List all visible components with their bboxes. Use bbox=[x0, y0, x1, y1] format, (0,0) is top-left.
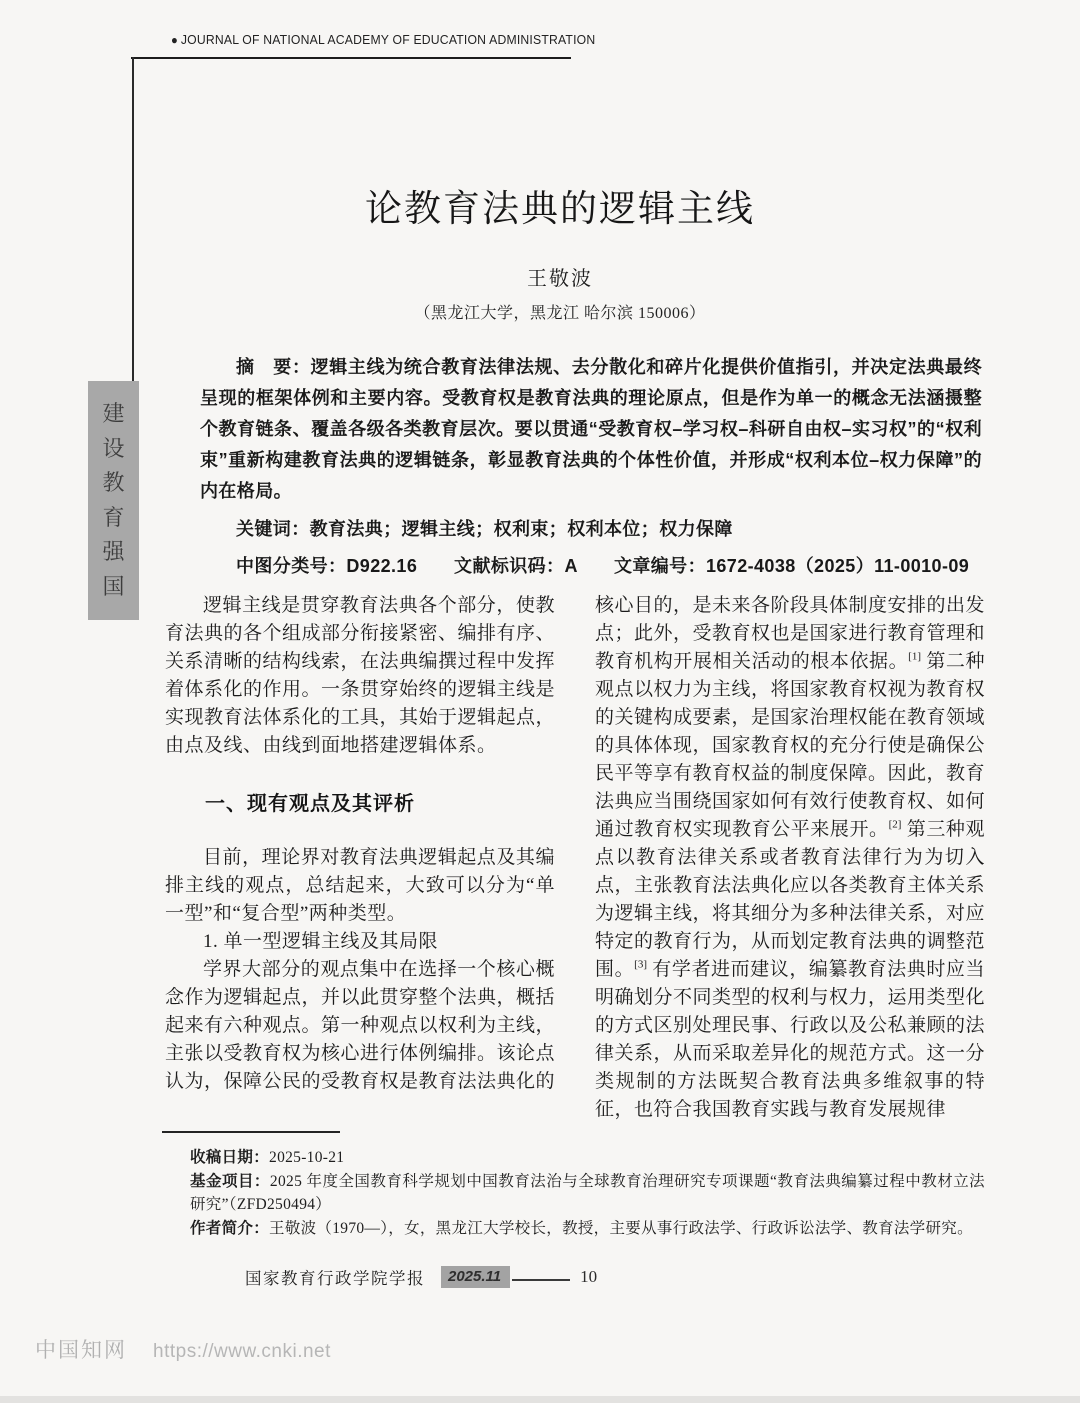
abstract-paragraph bbox=[200, 352, 982, 507]
banner-character: 建 bbox=[102, 401, 125, 427]
issue-badge: 2025.11 bbox=[441, 1266, 510, 1288]
journal-header-text: JOURNAL OF NATIONAL ACADEMY OF EDUCATION ADMINISTRATION bbox=[180, 32, 596, 47]
classification-line: 中图分类号：D922.16 文献标识码：A 文章编号：1672-4038（2025）11-0010-09 bbox=[236, 556, 970, 576]
scan-bottom-edge bbox=[0, 1396, 1080, 1403]
footnote-text: 王敬波（1970—），女，黑龙江大学校长，教授，主要从事行政法学、行政诉讼法学、教育法学研究。 bbox=[269, 1219, 973, 1237]
bullet-icon: ● bbox=[171, 33, 179, 47]
cnki-url: https://www.cnki.net bbox=[153, 1341, 331, 1362]
body-paragraph: 目前，理论界对教育法典逻辑起点及其编排主线的观点，总结起来，大致可以分为“单一型”和“复合型”两种类型。 bbox=[165, 847, 555, 924]
citation-superscript: [3] bbox=[634, 958, 647, 971]
body-paragraph: 逻辑主线是贯穿教育法典各个部分，使教育法典的各个组成部分衔接紧密、编排有序、关系清晰的结构线索，在法典编撰过程中发挥着体系化的作用。一条贯穿始终的逻辑主线是实现教育法体系化的工具，其始于逻辑起点，由点及线、由线到面地搭建逻辑体系。 bbox=[165, 595, 556, 756]
banner-character: 教 bbox=[102, 470, 125, 496]
banner-character: 国 bbox=[102, 573, 125, 599]
keywords-line bbox=[200, 514, 982, 545]
article-title: 论教育法典的逻辑主线 bbox=[365, 189, 755, 230]
keywords-text: 教育法典；逻辑主线；权利束；权利本位；权力保障 bbox=[309, 519, 733, 539]
footnotes-block bbox=[190, 1146, 985, 1240]
abstract-text: 逻辑主线为统合教育法律法规、去分散化和碎片化提供价值指引，并决定法典最终呈现的框架体例和主要内容。受教育权是教育法典的理论原点，但是作为单一的概念无法涵摄整个教育链条、覆盖各级各类教育层次。要以贯通“受教育权–学习权–科研自由权–实习权”的“权利束”重新构建教育法典的逻辑链条，彰显教育法典的个体性价值，并形成“权利本位–权力保障”的内在格局。 bbox=[200, 357, 982, 501]
footnote-label: 基金项目： bbox=[190, 1172, 270, 1190]
body-paragraph: 1. 单一型逻辑主线及其局限 bbox=[203, 931, 439, 952]
page-number: 10 bbox=[580, 1267, 598, 1286]
banner-character: 设 bbox=[102, 435, 125, 461]
column-left bbox=[165, 592, 555, 1124]
footer-rule bbox=[512, 1279, 570, 1281]
keywords-label: 关键词： bbox=[236, 519, 310, 539]
banner-character: 育 bbox=[102, 504, 125, 530]
left-vertical-rule bbox=[132, 57, 134, 382]
citation-superscript: [1] bbox=[908, 650, 921, 663]
journal-name-cn: 国家教育行政学院学报 bbox=[245, 1269, 425, 1288]
author-affiliation: （黑龙江大学，黑龙江 哈尔滨 150006） bbox=[414, 305, 706, 322]
abstract-block bbox=[200, 352, 982, 582]
footnote-label: 收稿日期： bbox=[190, 1149, 270, 1166]
footnote-label: 作者简介： bbox=[190, 1219, 270, 1237]
abstract-label: 摘 要： bbox=[236, 357, 311, 377]
page-footer bbox=[245, 1264, 597, 1290]
banner-character: 强 bbox=[102, 539, 125, 565]
column-right bbox=[595, 592, 985, 1124]
footnote-text: 2025 年度全国教育科学规划中国教育法治与全球教育治理研究专项课题“教育法典编纂过程中教材立法研究”（ZFD250494） bbox=[190, 1172, 985, 1213]
footnote-item bbox=[190, 1146, 985, 1170]
body-columns bbox=[165, 592, 985, 1124]
body-paragraph: 学界大部分的观点集中在选择一个核心概念作为逻辑起点，并以此贯穿整个法典，概括起来有六种观点。第一种观点以权利为主线，主张以受教育权为核心进行体例编排。该论点认为，保障公民的受教育权是教育法法典化的 bbox=[165, 959, 556, 1092]
cnki-watermark bbox=[35, 1334, 331, 1364]
body-paragraph: 核心目的，是未来各阶段具体制度安排的出发点；此外，受教育权也是国家进行教育管理和教育机构开展相关活动的根本依据。[1] 第二种观点以权力为主线，将国家教育权视为教育权的关键构成要素，是国家治理权能在教育领域的具体体现，国家教育权的充分行使是确保公民平等享有教育权益的制度保障。因此，教育法典应当围绕国家如何有效行使教育权、如何通过教育权实现教育公平来展开。[2] 第三种观点以教育法律关系或者教育法律行为为切入点，主张教育法法典化应以各类教育主体关系为逻辑主线，将其细分为多种法律关系，对应特定的教育行为，从而划定教育法典的调整范围。[3] 有学者进而建议，编纂教育法典时应当明确划分不同类型的权利与权力，运用类型化的方式区别处理民事、行政以及公私兼顾的法律关系，从而采取差异化的规范方式。这一分类规制的方法既契合教育法典多维叙事的特征，也符合我国教育实践与教育发展规律 bbox=[595, 595, 986, 1120]
cnki-logo-text: 中国知网 bbox=[35, 1338, 127, 1362]
author-name: 王敬波 bbox=[527, 268, 593, 290]
footnote-rule bbox=[162, 1131, 340, 1133]
sidebar-banner bbox=[88, 381, 139, 620]
citation-superscript: [2] bbox=[888, 818, 902, 831]
footnote-text: 2025-10-21 bbox=[269, 1149, 345, 1166]
footnote-item bbox=[190, 1170, 985, 1217]
footnote-item bbox=[190, 1217, 985, 1241]
title-block bbox=[135, 0, 985, 323]
section-heading: 一、现有观点及其评析 bbox=[205, 793, 415, 815]
